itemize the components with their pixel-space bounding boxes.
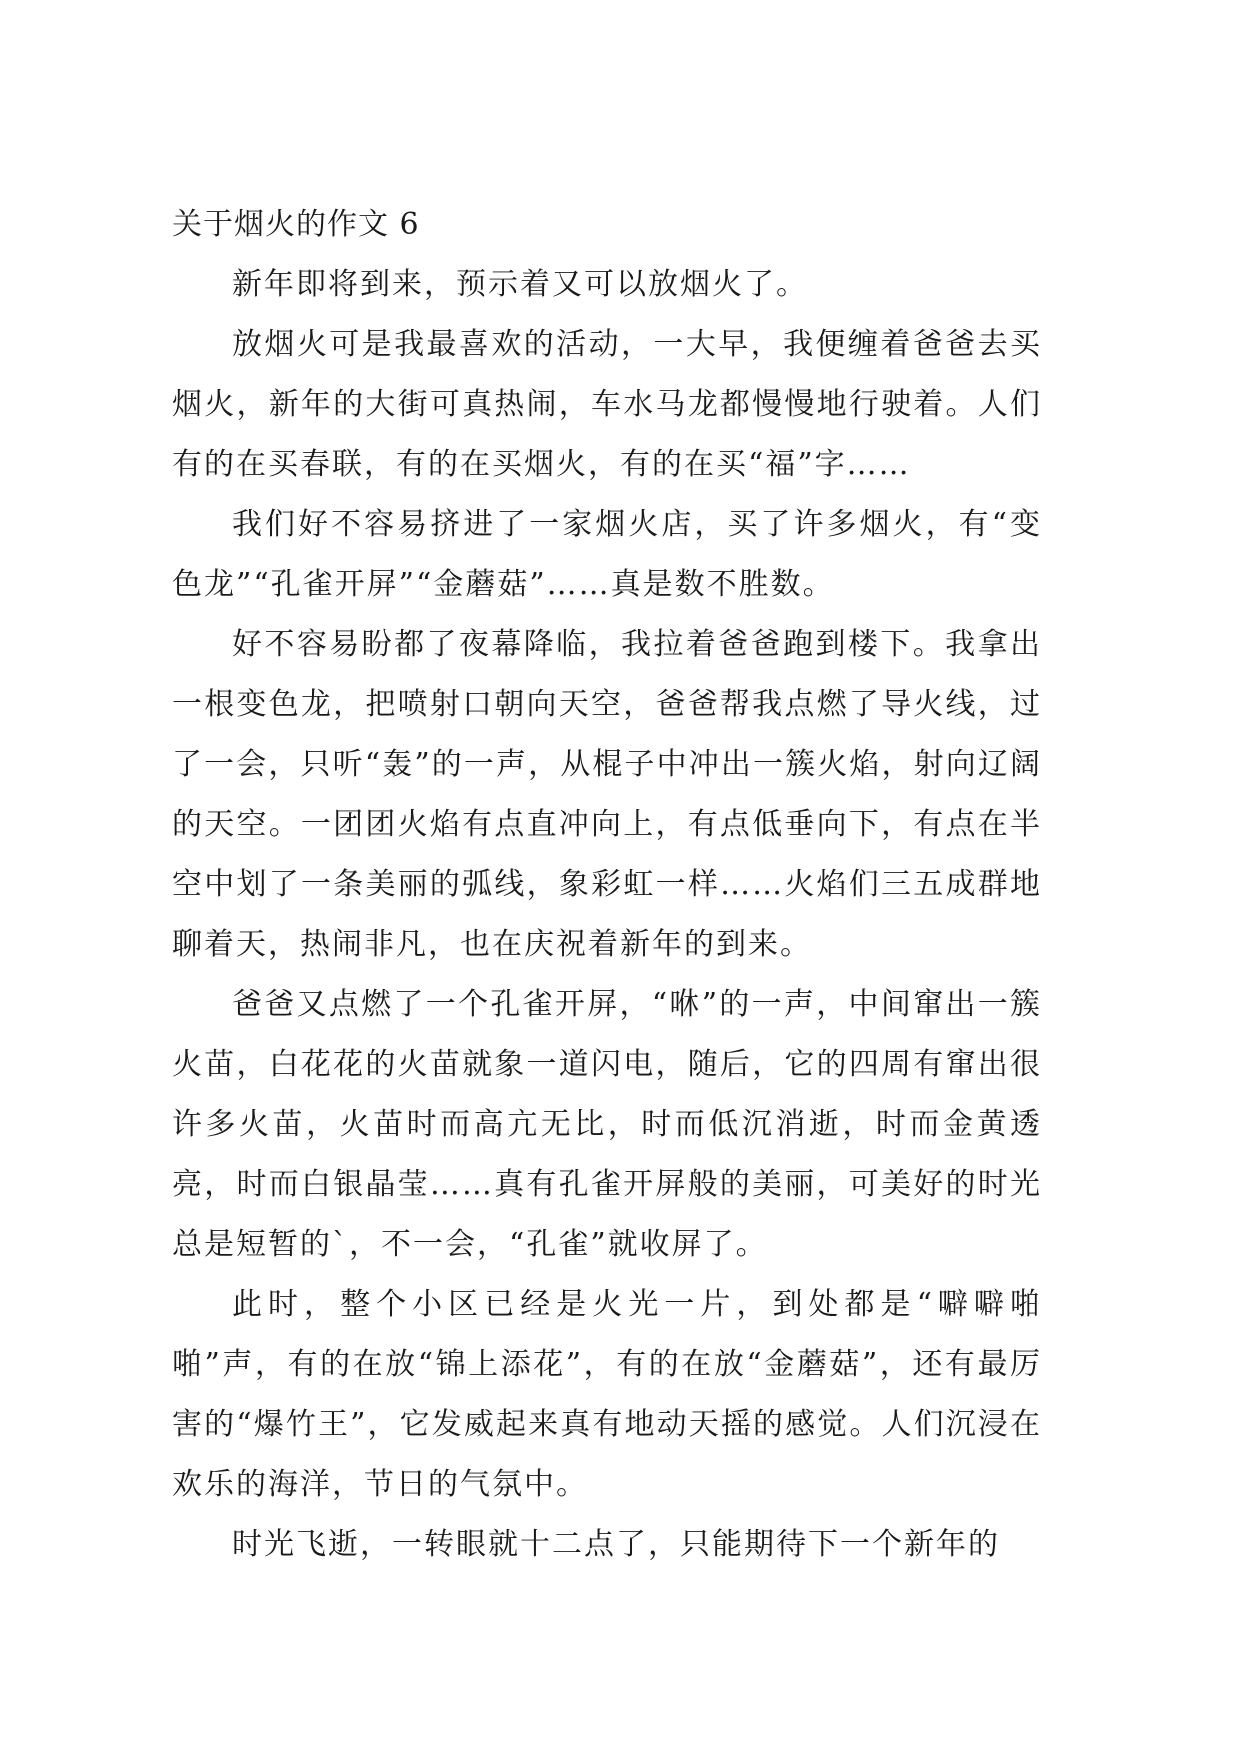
paragraph-3: 我们好不容易挤进了一家烟火店，买了许多烟火，有“变色龙”“孔雀开屏”“金蘑菇”……真是数不胜数。 (172, 507, 1042, 602)
paragraph-4: 好不容易盼都了夜幕降临，我拉着爸爸跑到楼下。我拿出一根变色龙，把喷射口朝向天空，爸爸帮我点燃了导火线，过了一会，只听“轰”的一声，从棍子中冲出一簇火焰，射向辽阔的天空。一团团火焰有点直冲向上，有点低垂向下，有点在半空中划了一条美丽的弧线，象彩虹一样……火焰们三五成群地聊着天，热闹非凡，也在庆祝着新年的到来。 (172, 627, 1042, 962)
document-page (172, 195, 1042, 1575)
document-title: 关于烟火的作文 6 (172, 207, 420, 242)
paragraph-2: 放烟火可是我最喜欢的活动，一大早，我便缠着爸爸去买烟火，新年的大街可真热闹，车水马龙都慢慢地行驶着。人们有的在买春联，有的在买烟火，有的在买“福”字…… (172, 327, 1042, 482)
paragraph-1: 新年即将到来，预示着又可以放烟火了。 (232, 267, 808, 302)
paragraph-7: 时光飞逝，一转眼就十二点了，只能期待下一个新年的 (232, 1527, 1000, 1562)
paragraph-6: 此时，整个小区已经是火光一片，到处都是“噼噼啪啪”声，有的在放“锦上添花”，有的在放“金蘑菇”，还有最厉害的“爆竹王”，它发威起来真有地动天摇的感觉。人们沉浸在欢乐的海洋，节日的气氛中。 (172, 1287, 1042, 1502)
paragraph-5: 爸爸又点燃了一个孔雀开屏，“咻”的一声，中间窜出一簇火苗，白花花的火苗就象一道闪电，随后，它的四周有窜出很许多火苗，火苗时而高亢无比，时而低沉消逝，时而金黄透亮，时而白银晶莹……真有孔雀开屏般的美丽，可美好的时光总是短暂的`，不一会，“孔雀”就收屏了。 (172, 987, 1042, 1262)
